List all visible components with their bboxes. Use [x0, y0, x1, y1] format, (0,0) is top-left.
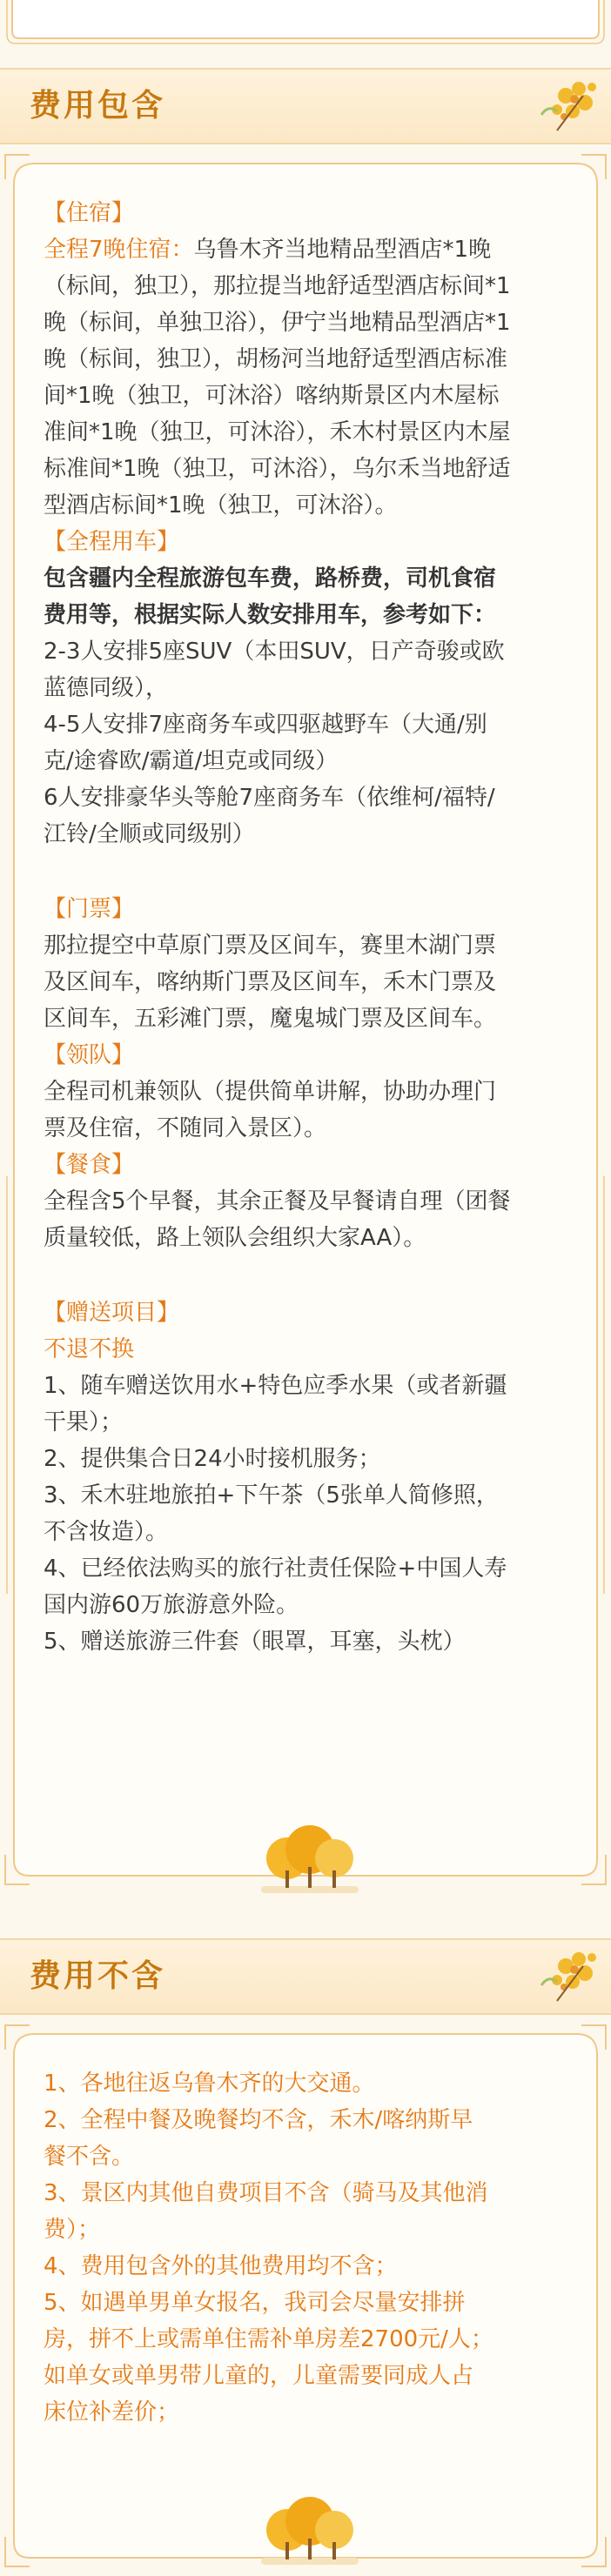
gifts-note: 不退不换 [44, 1336, 135, 1362]
stay-lead: 全程7晚住宿： [44, 237, 194, 263]
car-heading: 【全程用车】 [44, 529, 180, 555]
guide-line-1: 票及住宿，不随同入景区）。 [44, 1115, 327, 1141]
stay-line-1: （标间，独卫），那拉提当地舒适型酒店标间*1 [44, 273, 511, 299]
excluded-line-8: 如单女或单男带儿童的，儿童需要同成人占 [44, 2363, 474, 2389]
included-title: 费用包含 [30, 88, 166, 124]
tickets-line-2: 区间车，五彩滩门票，魔鬼城门票及区间车。 [44, 1006, 497, 1032]
stay-line-7: 型酒店标间*1晚（独卫，可沐浴）。 [44, 492, 398, 519]
gifts-heading: 【赠送项目】 [44, 1300, 180, 1326]
trees-decoration-icon [261, 2490, 359, 2565]
stay-first-line [44, 231, 574, 268]
excluded-line-2: 餐不含。 [44, 2144, 135, 2170]
previous-section-frame [0, 0, 611, 48]
gifts-line-4: 不含妆造）。 [44, 1519, 169, 1545]
stay-line-3: 晚（标间，独卫），胡杨河当地舒适型酒店标准 [44, 346, 508, 372]
car-bold-line-0: 包含疆内全程旅游包车费，路桥费，司机食宿 [44, 565, 497, 592]
excluded-title: 费用不含 [30, 1958, 166, 1994]
excluded-line-0: 1、各地往返乌鲁木齐的大交通。 [44, 2071, 375, 2097]
guide-heading: 【领队】 [44, 1042, 135, 1068]
gifts-line-5: 4、已经依法购买的旅行社责任保险+中国人寿 [44, 1556, 507, 1582]
excluded-line-6: 5、如遇单男单女报名，我司会尽量安排拼 [44, 2290, 466, 2316]
stay-line-2: 晚（标间，单独卫浴），伊宁当地精品型酒店*1 [44, 310, 511, 336]
excluded-line-3: 3、景区内其他自费项目不含（骑马及其他消 [44, 2180, 488, 2206]
flower-decoration-icon [531, 1940, 606, 2013]
included-content [44, 195, 574, 1660]
gifts-line-0: 1、随车赠送饮用水+特色应季水果（或者新疆 [44, 1373, 507, 1399]
stay-line-5: 准间*1晚（独卫，可沐浴），禾木村景区内木屋 [44, 419, 511, 445]
excluded-line-1: 2、全程中餐及晚餐均不含，禾木/喀纳斯早 [44, 2107, 473, 2133]
stay-line-6: 标准间*1晚（独卫，可沐浴），乌尔禾当地舒适 [44, 456, 511, 482]
excluded-line-9: 床位补差价； [44, 2399, 180, 2425]
guide-line-0: 全程司机兼领队（提供简单讲解，协助办理门 [44, 1079, 497, 1105]
car-bold-line-1: 费用等，根据实际人数安排用车，参考如下： [44, 602, 497, 628]
excluded-content [44, 2065, 574, 2431]
meals-heading: 【餐食】 [44, 1152, 135, 1178]
meals-line-0: 全程含5个早餐，其余正餐及早餐请自理（团餐 [44, 1188, 511, 1214]
stay-line-0: 乌鲁木齐当地精品型酒店*1晚 [193, 237, 492, 263]
meals-line-1: 质量较低，路上领队会组织大家AA）。 [44, 1225, 426, 1251]
car-line-5: 江铃/全顺或同级别） [44, 821, 255, 847]
excluded-line-4: 费）； [44, 2217, 101, 2243]
car-line-3: 克/途睿欧/霸道/坦克或同级） [44, 748, 339, 774]
car-line-2: 4-5人安排7座商务车或四驱越野车（大通/别 [44, 712, 487, 738]
car-line-0: 2-3人安排5座SUV（本田SUV，日产奇骏或欧 [44, 639, 505, 665]
excluded-line-7: 房，拼不上或需单住需补单房差2700元/人； [44, 2326, 494, 2352]
gifts-line-6: 国内游60万旅游意外险。 [44, 1592, 299, 1618]
excluded-line-5: 4、费用包含外的其他费用均不含； [44, 2253, 398, 2279]
excluded-header [0, 1938, 611, 2015]
gifts-line-7: 5、赠送旅游三件套（眼罩，耳塞，头枕） [44, 1629, 466, 1655]
stay-line-4: 间*1晚（独卫，可沐浴）喀纳斯景区内木屋标 [44, 383, 500, 409]
tickets-line-1: 及区间车，喀纳斯门票及区间车，禾木门票及 [44, 969, 497, 995]
gifts-line-3: 3、禾木驻地旅拍+下午茶（5张单人简修照， [44, 1482, 499, 1509]
stay-heading: 【住宿】 [44, 200, 135, 226]
flower-decoration-icon [531, 70, 606, 143]
tickets-heading: 【门票】 [44, 896, 135, 922]
gifts-line-1: 干果）； [44, 1409, 124, 1435]
included-header [0, 68, 611, 144]
gifts-line-2: 2、提供集合日24小时接机服务； [44, 1446, 381, 1472]
car-line-1: 蓝德同级）， [44, 675, 169, 701]
car-line-4: 6人安排豪华头等舱7座商务车（依维柯/福特/ [44, 785, 495, 811]
trees-decoration-icon [261, 1818, 359, 1893]
tickets-line-0: 那拉提空中草原门票及区间车，赛里木湖门票 [44, 933, 497, 959]
